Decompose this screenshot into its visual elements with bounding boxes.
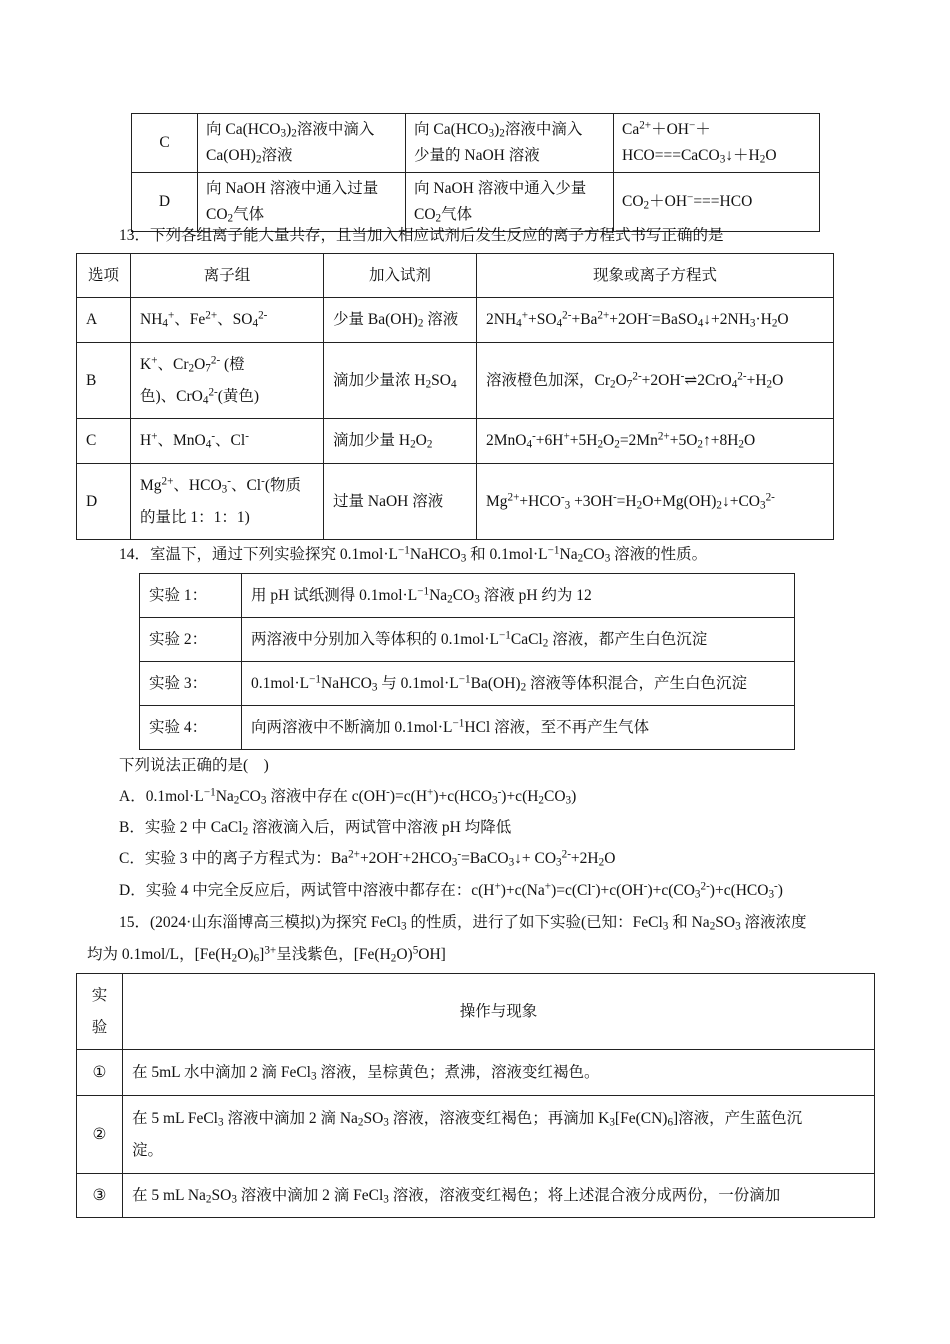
experiment-label: 实验 4： xyxy=(140,706,242,750)
table-row xyxy=(140,706,795,750)
equation: $2NH_4^++SO_4^{2-}+Ba^{2+}+2OH^-=BaSO_4↓+2NH_3\cdot H_2O$ xyxy=(477,298,834,343)
q14-question: 下列说法正确的是( ) xyxy=(119,757,269,774)
ion-group: $Mg^{2+}$、$HCO_3^-$、Cl-(物质 的量比 1：1：1) xyxy=(131,464,324,540)
q13-stem: 13．下列各组离子能大量共存，且当加入相应试剂后发生反应的离子方程式书写正确的是 xyxy=(119,227,724,244)
table-row xyxy=(77,419,834,464)
table-row xyxy=(140,618,795,662)
equation: 溶液橙色加深，$Cr_2O_7^{2-}+2OH^-\rightleftharpoons 2CrO_4^{2-}+H_2O$ xyxy=(477,343,834,419)
experiment-label: 实验 3： xyxy=(140,662,242,706)
table-row xyxy=(132,114,820,173)
reagent: 滴加少量浓 $H_2SO_4$ xyxy=(324,343,477,419)
ion-group: H+、MnO$_4$-、Cl- xyxy=(131,419,324,464)
q13-table xyxy=(76,253,834,540)
operation-text: 在 5 mL FeCl$_3$ 溶液中滴加 2 滴 $Na_2SO_3$ 溶液，溶液变红褐色；再滴加 $K_3[Fe(CN)_6]$溶液，产生蓝色沉 淀。 xyxy=(123,1096,875,1174)
reagent: 少量 $Ba(OH)_2$ 溶液 xyxy=(324,298,477,343)
option-label: B xyxy=(77,343,131,419)
q14-option-a: A．$0.1mol\cdot L^{-1}Na_2CO_3$ 溶液中存在 $c(OH^-)=c(H^+)+c(HCO_3^-)+c(H_2CO_3)$ xyxy=(119,786,577,807)
table-row xyxy=(77,298,834,343)
option-label: C xyxy=(132,114,198,173)
option-label: D xyxy=(77,464,131,540)
equation: $Mg^{2+}+HCO^-_3$ $+3OH^-=H_2O+Mg(OH)_2↓+CO_3^{2-}$ xyxy=(477,464,834,540)
header-ions: 离子组 xyxy=(131,254,324,298)
header-experiment: 实 验 xyxy=(77,974,123,1050)
header-equation: 现象或离子方程式 xyxy=(477,254,834,298)
q14-option-b: B．实验 2 中 CaCl$_2$ 溶液滴入后，两试管中溶液 pH 均降低 xyxy=(119,819,512,838)
option-label: A xyxy=(77,298,131,343)
header-operation: 操作与现象 xyxy=(123,974,875,1050)
table-row xyxy=(77,343,834,419)
table-row xyxy=(132,173,820,232)
experiment-text: 用 pH 试纸测得 $0.1mol\cdot L^{-1}Na_2CO_3$ 溶液 pH 约为 12 xyxy=(242,574,795,618)
operation-text: 在 5 mL $Na_2SO_3$ 溶液中滴加 2 滴 FeCl$_3$ 溶液，溶液变红褐色；将上述混合液分成两份，一份滴加 xyxy=(123,1174,875,1218)
equation-cell: $CO_2+OH^-===HCO$ xyxy=(614,173,820,232)
table-row xyxy=(77,1050,875,1096)
table-row xyxy=(140,574,795,618)
reaction-cell: 向 NaOH 溶液中通入少量 $CO_2$气体 xyxy=(406,173,614,232)
reaction-cell: 向 $Ca(HCO_3)_2$溶液中滴入 少量的 NaOH 溶液 xyxy=(406,114,614,173)
experiment-label: 实验 2： xyxy=(140,618,242,662)
table-row xyxy=(140,662,795,706)
q14-table xyxy=(139,573,795,750)
table-row xyxy=(77,1096,875,1174)
table-header xyxy=(77,254,834,298)
q15-stem-line2: 均为 0.1mol/L，$[Fe(H_2O)_6]^{3+}$呈浅紫色，$[Fe(H_2O)^5OH]$ xyxy=(87,944,446,965)
equation-cell: $Ca^{2+}+OH^-+$ $HCO===CaCO_3↓+H_2O$ xyxy=(614,114,820,173)
table-row xyxy=(77,1174,875,1218)
experiment-text: $0.1mol\cdot L^{-1}NaHCO_3$ 与 $0.1mol\cdot L^{-1}Ba(OH)_2$ 溶液等体积混合，产生白色沉淀 xyxy=(242,662,795,706)
reagent: 滴加少量 $H_2O_2$ xyxy=(324,419,477,464)
option-label: C xyxy=(77,419,131,464)
q15-table xyxy=(76,973,875,1218)
reaction-cell: 向 $Ca(HCO_3)_2$溶液中滴入 $Ca(OH)_2$溶液 xyxy=(198,114,406,173)
q14-stem: 14．室温下，通过下列实验探究 $0.1mol\cdot L^{-1}NaHCO_3$ 和 $0.1mol\cdot L^{-1}Na_2CO_3$ 溶液的性质。 xyxy=(119,544,708,565)
header-reagent: 加入试剂 xyxy=(324,254,477,298)
q14-option-d: D．实验 4 中完全反应后，两试管中溶液中都存在：$c(H^+)+c(Na^+)=c(Cl^-)+c(OH^-)+c(CO_3^{2-})+c(HCO_3^-)$ xyxy=(119,880,783,901)
header-option: 选项 xyxy=(77,254,131,298)
q12-table xyxy=(131,113,820,232)
reagent: 过量 NaOH 溶液 xyxy=(324,464,477,540)
equation: $2MnO_4^-+6H^++5H_2O_2=2Mn^{2+}+5O_2↑+8H_2O$ xyxy=(477,419,834,464)
option-label: D xyxy=(132,173,198,232)
experiment-label: 实验 1： xyxy=(140,574,242,618)
q15-stem-line1: 15．(2024·山东淄博高三模拟)为探究 FeCl$_3$ 的性质，进行了如下实验(已知：FeCl$_3$ 和 $Na_2SO_3$ 溶液浓度 xyxy=(119,914,807,933)
ion-group: K+、$Cr_2O_7^{2-}$ (橙 色)、CrO$_4^{2-}$(黄色) xyxy=(131,343,324,419)
experiment-number: ② xyxy=(77,1096,123,1174)
reaction-cell: 向 NaOH 溶液中通入过量 $CO_2$气体 xyxy=(198,173,406,232)
experiment-number: ① xyxy=(77,1050,123,1096)
table-header xyxy=(77,974,875,1050)
q14-option-c: C．实验 3 中的离子方程式为：$Ba^{2+}+2OH^-+2HCO_3^-=BaCO_3↓+ CO_3^{2-}+2H_2O$ xyxy=(119,848,616,869)
ion-group: $NH_4^+$、$Fe^{2+}$、$SO_4^{2-}$ xyxy=(131,298,324,343)
experiment-text: 向两溶液中不断滴加 $0.1mol\cdot L^{-1}HCl$ 溶液，至不再产生气体 xyxy=(242,706,795,750)
experiment-number: ③ xyxy=(77,1174,123,1218)
table-row xyxy=(77,464,834,540)
operation-text: 在 5mL 水中滴加 2 滴 FeCl$_3$ 溶液，呈棕黄色；煮沸，溶液变红褐色。 xyxy=(123,1050,875,1096)
experiment-text: 两溶液中分别加入等体积的 $0.1mol\cdot L^{-1}CaCl_2$ 溶液，都产生白色沉淀 xyxy=(242,618,795,662)
